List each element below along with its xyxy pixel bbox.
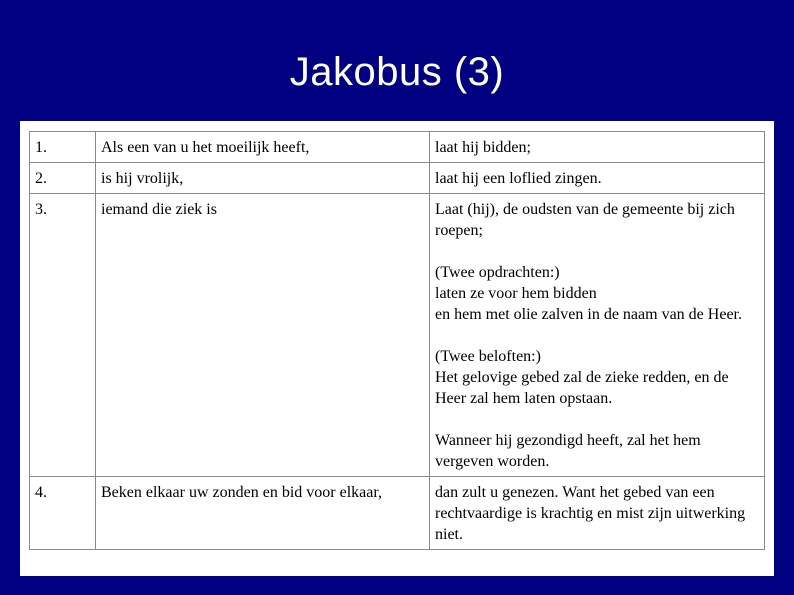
table-row (30, 132, 765, 163)
row-number: 3. (30, 194, 96, 477)
row-number: 1. (30, 132, 96, 163)
document-panel (20, 121, 774, 576)
instruction-cell (430, 132, 765, 163)
instruction-cell (430, 194, 765, 477)
condition-cell: iemand die ziek is (96, 194, 430, 477)
condition-cell: Beken elkaar uw zonden en bid voor elkaar, (96, 477, 430, 550)
row-number: 2. (30, 163, 96, 194)
row-number: 4. (30, 477, 96, 550)
instruction-text: laat hij bidden; (435, 139, 531, 156)
table-row (30, 163, 765, 194)
instruction-cell (430, 163, 765, 194)
table-row (30, 194, 765, 477)
instruction-text: laat hij een loflied zingen. (435, 170, 602, 187)
slide-title: Jakobus (3) (289, 50, 505, 94)
instruction-cell (430, 477, 765, 550)
table-row (30, 477, 765, 550)
scripture-table (29, 131, 765, 550)
instruction-text: Laat (hij), de oudsten van de gemeente bij zich roepen; (Twee opdrachten:) laten ze voor hem bidden en hem met olie zalven in de naam van de Heer. (Twee beloften:) Het gelovige gebed zal de zieke redden, en de Heer zal hem laten opstaan. Wanneer hij gezondigd heeft, zal het hem vergeven worden. (435, 201, 742, 470)
condition-cell: Als een van u het moeilijk heeft, (96, 132, 430, 163)
condition-cell: is hij vrolijk, (96, 163, 430, 194)
instruction-text: dan zult u genezen. Want het gebed van een rechtvaardige is krachtig en mist zijn uitwerking niet. (435, 484, 746, 543)
